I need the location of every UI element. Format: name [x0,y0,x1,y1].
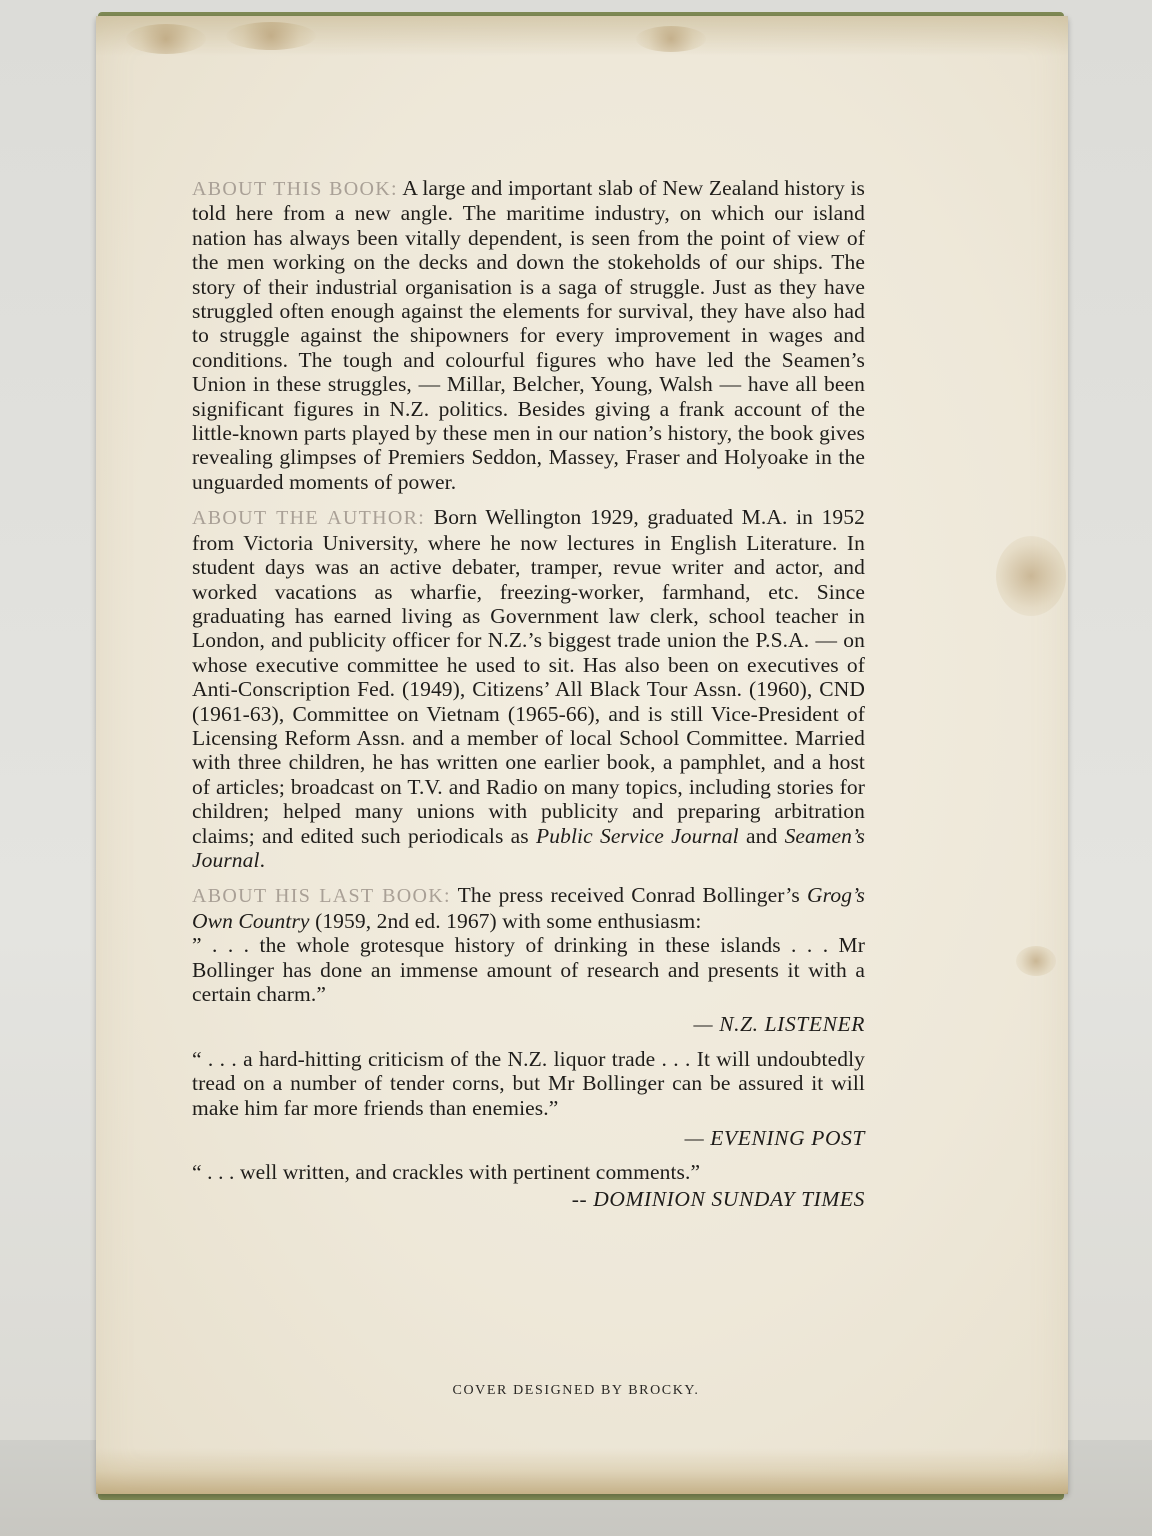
cover-credit: COVER DESIGNED BY BROCKY. [452,1383,700,1398]
bottom-edge-wear [96,1448,1068,1494]
author-end-period: . [259,847,266,872]
review-source-evening-post: — EVENING POST [684,1126,865,1151]
journal-title-seamens: Seamen’s Journal [192,823,865,872]
stain-top-mid [226,22,316,50]
journal-title-public-service: Public Service Journal [536,823,739,848]
jacket-text-block [192,176,865,1221]
stain-top-right [636,26,706,52]
author-and-word: and [745,823,778,848]
about-the-author-paragraph [192,505,865,872]
about-his-last-book-heading: ABOUT HIS LAST BOOK: [192,885,451,908]
stain-right-edge [996,536,1066,616]
last-book-title: Grog’s Own Country [192,883,865,933]
last-book-text-2: (1959, 2nd ed. 1967) with some enthusiasm: [315,908,702,933]
stain-right-lower [1016,946,1056,976]
last-book-text-1: The press received Conrad Bollinger’s [457,883,800,908]
review-source-listener: — N.Z. LISTENER [693,1012,865,1037]
review-quote-listener: ” . . . the whole grotesque history of drinking in these islands . . . Mr Bollinger has done an immense amount of research and presents it with a certain charm.” [192,933,865,1006]
about-his-last-book-intro [192,883,865,933]
stain-top-left [126,24,206,54]
about-the-author-heading: ABOUT THE AUTHOR: [192,507,426,530]
about-the-author-text: Born Wellington 1929, graduated M.A. in 1952 from Victoria University, where he now lectures in English Literature. In student days was an active debater, tramper, revue writer and actor, and worked vacations as wharfie, freezing-worker, farmhand, etc. Since graduating has earned living as Government law clerk, school teacher in London, and publicity officer for N.Z.’s biggest trade union the P.S.A. — on whose executive committee he used to sit. Has also been on executives of Anti-Conscription Fed. (1949), Citizens’ All Black Tour Assn. (1960), CND (1961-63), Committee on Vietnam (1965-66), and is still Vice-President of Licensing Reform Assn. and a member of local School Committee. Married with three children, he has written one earlier book, a pamphlet, and a host of articles; broadcast on T.V. and Radio on many topics, including stories for children; helped many unions with publicity and preparing arbitration claims; and edited such periodicals as [192,505,865,848]
review-quote-evening-post: “ . . . a hard-hitting criticism of the N.Z. liquor trade . . . It will undoubtedly tread on a number of tender corns, but Mr Bollinger can be assured it will make him far more friends than enemies.” [192,1046,865,1120]
about-this-book-heading: ABOUT THIS BOOK: [192,178,398,200]
review-source-dominion: -- DOMINION SUNDAY TIMES [571,1186,865,1211]
review-quote-dominion: “ . . . well written, and crackles with pertinent comments.” [192,1160,701,1185]
about-his-last-book-section [192,883,865,1211]
about-this-book-text: A large and important slab of New Zealand history is told here from a new angle. The maritime industry, on which our island nation has always been vitally dependent, is seen from the point of view of the men working on the decks and down the stokeholds of our ships. The story of their industrial organisation is a saga of struggle. Just as they have struggled often enough against the elements for survival, they have also had to struggle against the shipowners for every improvement in wages and conditions. The tough and colourful figures who have led the Seamen’s Union in these struggles, — Millar, Belcher, Young, Walsh — have all been significant figures in N.Z. politics. Besides giving a frank account of the little-known parts played by these men in our nation’s history, the book gives revealing glimpses of Premiers Seddon, Massey, Fraser and Holyoake in the unguarded moments of power. [192,176,865,494]
about-this-book-paragraph [192,176,865,494]
